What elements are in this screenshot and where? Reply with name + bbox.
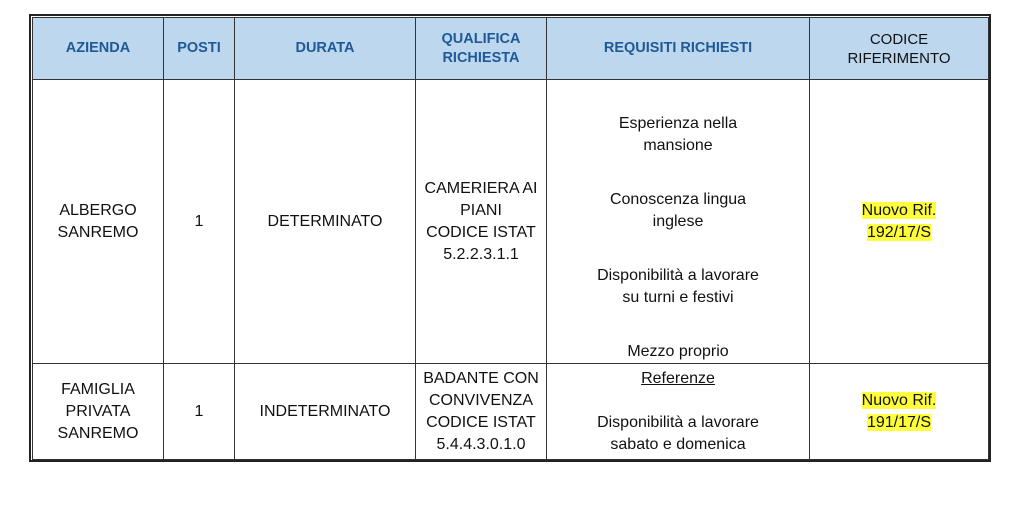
- job-offers-table: [32, 17, 989, 460]
- requirement-line: Disponibilità a lavorare: [597, 267, 759, 284]
- cell-durata: DETERMINATO: [235, 80, 416, 364]
- header-durata: DURATA: [235, 18, 416, 80]
- requirement-line: Conoscenza lingua: [609, 191, 747, 208]
- header-posti: POSTI: [164, 18, 235, 80]
- cell-line: PIANI: [460, 201, 502, 219]
- cell-line: SANREMO: [57, 223, 139, 241]
- requirement-line: Mezzo proprio: [627, 343, 729, 360]
- header-requisiti: REQUISITI RICHIESTI: [547, 18, 810, 80]
- cell-line: PRIVATA: [65, 402, 131, 420]
- header-qualifica: [416, 18, 547, 80]
- cell-requisiti: [547, 80, 810, 364]
- cell-line: CONVIVENZA: [428, 391, 533, 409]
- header-codice-line: RIFERIMENTO: [847, 49, 951, 67]
- cell-line: CODICE ISTAT: [426, 413, 536, 431]
- header-qualifica-line: QUALIFICA: [441, 30, 521, 47]
- header-codice: [810, 18, 989, 80]
- cell-azienda: [33, 364, 164, 460]
- cell-codice: [810, 364, 989, 460]
- cell-line: 5.4.4.3.0.1.0: [436, 435, 526, 453]
- header-codice-line: CODICE: [869, 30, 929, 48]
- reference-code-highlight: [862, 392, 937, 409]
- table-row: [33, 364, 989, 460]
- requirement-line: Esperienza nella: [618, 115, 738, 132]
- cell-line: BADANTE CON: [423, 369, 539, 387]
- reference-code-highlight: [867, 224, 931, 241]
- cell-line: SANREMO: [57, 424, 139, 442]
- cell-line: FAMIGLIA: [61, 380, 135, 398]
- cell-durata: INDETERMINATO: [235, 364, 416, 460]
- cell-codice: [810, 80, 989, 364]
- cell-qualifica: [416, 364, 547, 460]
- cell-requisiti: [547, 364, 810, 460]
- cell-line: 5.2.2.3.1.1: [443, 245, 519, 263]
- requirement-line: inglese: [652, 213, 704, 230]
- requirement-line: sabato e domenica: [610, 435, 746, 453]
- reference-code-line: Nuovo Rif.: [861, 201, 937, 219]
- cell-azienda: [33, 80, 164, 364]
- requirement-line: su turni e festivi: [622, 289, 734, 306]
- reference-code-line: Nuovo Rif.: [861, 391, 937, 409]
- reference-code-highlight: [862, 202, 937, 219]
- requirement-line: Referenze: [641, 369, 715, 387]
- cell-posti: 1: [164, 364, 235, 460]
- reference-code-highlight: [867, 414, 931, 431]
- reference-code-line: 191/17/S: [866, 413, 932, 431]
- requirement-line: mansione: [643, 137, 713, 154]
- header-azienda: AZIENDA: [33, 18, 164, 80]
- cell-line: CODICE ISTAT: [426, 223, 536, 241]
- reference-code-line: 192/17/S: [866, 223, 932, 241]
- header-row: [33, 18, 989, 80]
- requirement-line: Disponibilità a lavorare: [597, 413, 759, 431]
- cell-qualifica: [416, 80, 547, 364]
- table-row: [33, 80, 989, 364]
- cell-line: ALBERGO: [59, 201, 137, 219]
- cell-posti: 1: [164, 80, 235, 364]
- header-qualifica-line: RICHIESTA: [442, 49, 520, 66]
- cell-line: CAMERIERA AI: [424, 179, 538, 197]
